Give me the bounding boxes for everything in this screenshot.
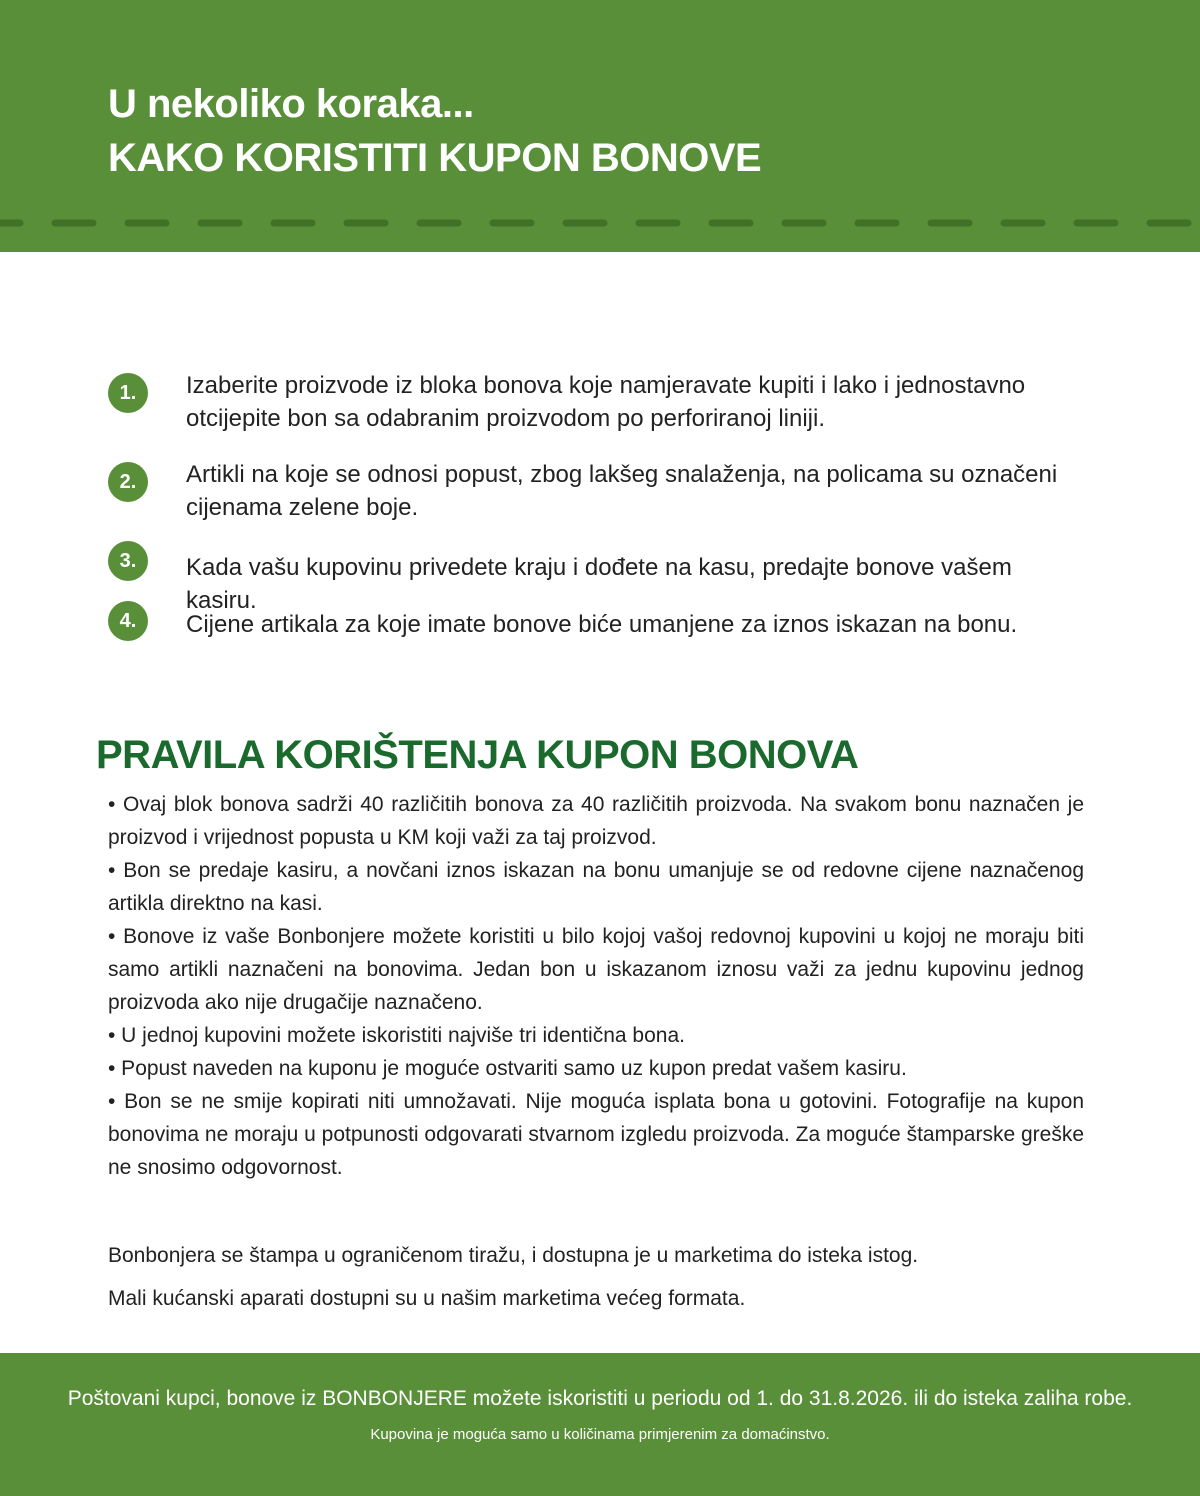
rules-list [108,788,1084,1184]
rule-item: • Bonove iz vaše Bonbonjere možete koristiti u bilo kojoj vašoj redovnoj kupovini u kojoj ne moraju biti samo artikli naznačeni na bonovima. Jedan bon u iskazanom iznosu važi za jednu kupovinu jednog proizvoda ako nije drugačije naznačeno. [108,925,1084,1014]
step-text: Artikli na koje se odnosi popust, zbog lakšeg snalaženja, na policama su označeni cijenama zelene boje. [186,461,1058,521]
step-item [108,462,1108,532]
rules-title: PRAVILA KORIŠTENJA KUPON BONOVA [96,733,859,777]
header-subtitle: U nekoliko koraka... [108,82,474,126]
step-number-badge: 2. [108,462,148,502]
rule-item: • Popust naveden na kuponu je moguće ostvariti samo uz kupon predat vašem kasiru. [108,1057,907,1080]
footer-validity-text: Poštovani kupci, bonove iz BONBONJERE možete iskoristiti u periodu od 1. do 31.8.2026. ili do isteka zaliha robe. [67,1387,1133,1410]
step-text: Cijene artikala za koje imate bonove biće umanjene za iznos iskazan na bonu. [186,611,1018,638]
appliances-note: Mali kućanski aparati dostupni su u našim marketima većeg formata. [108,1287,746,1310]
step-text: Izaberite proizvode iz bloka bonova koje namjeravate kupiti i lako i jednostavno otcijepite bon sa odabranim proizvodom po perforiranoj liniji. [186,372,1026,432]
step-item [108,373,1108,443]
page-title: KAKO KORISTITI KUPON BONOVE [108,136,762,180]
availability-note: Bonbonjera se štampa u ograničenom tiražu, i dostupna je u marketima do isteka istog. [108,1244,919,1267]
step-item [108,601,1108,671]
rule-item: • Bon se ne smije kopirati niti umnožavati. Nije moguća isplata bona u gotovini. Fotografije na kupon bonovima ne moraju u potpunosti odgovarati stvarnom izgledu proizvoda. Za moguće štamparske greške ne snosimo odgovornost. [108,1090,1084,1179]
rule-item: • U jednoj kupovini možete iskoristiti najviše tri identična bona. [108,1024,685,1047]
header-banner [0,0,1200,252]
step-number-badge: 3. [108,541,148,581]
rule-item: • Bon se predaje kasiru, a novčani iznos iskazan na bonu umanjuje se od redovne cijene naznačenog artikla direktno na kasi. [108,859,1084,915]
perforation-line [0,219,1200,227]
footer-quantity-note: Kupovina je moguća samo u količinama primjerenim za domaćinstvo. [370,1426,830,1443]
step-text: Kada vašu kupovinu privedete kraju i dođete na kasu, predajte bonove vašem kasiru. [186,554,1012,614]
step-number-badge: 4. [108,601,148,641]
rule-item: • Ovaj blok bonova sadrži 40 različitih bonova za 40 različitih proizvoda. Na svakom bonu naznačen je proizvod i vrijednost popusta u KM koji važi za taj proizvod. [108,793,1084,849]
footer-banner [0,1353,1200,1496]
step-number-badge: 1. [108,373,148,413]
